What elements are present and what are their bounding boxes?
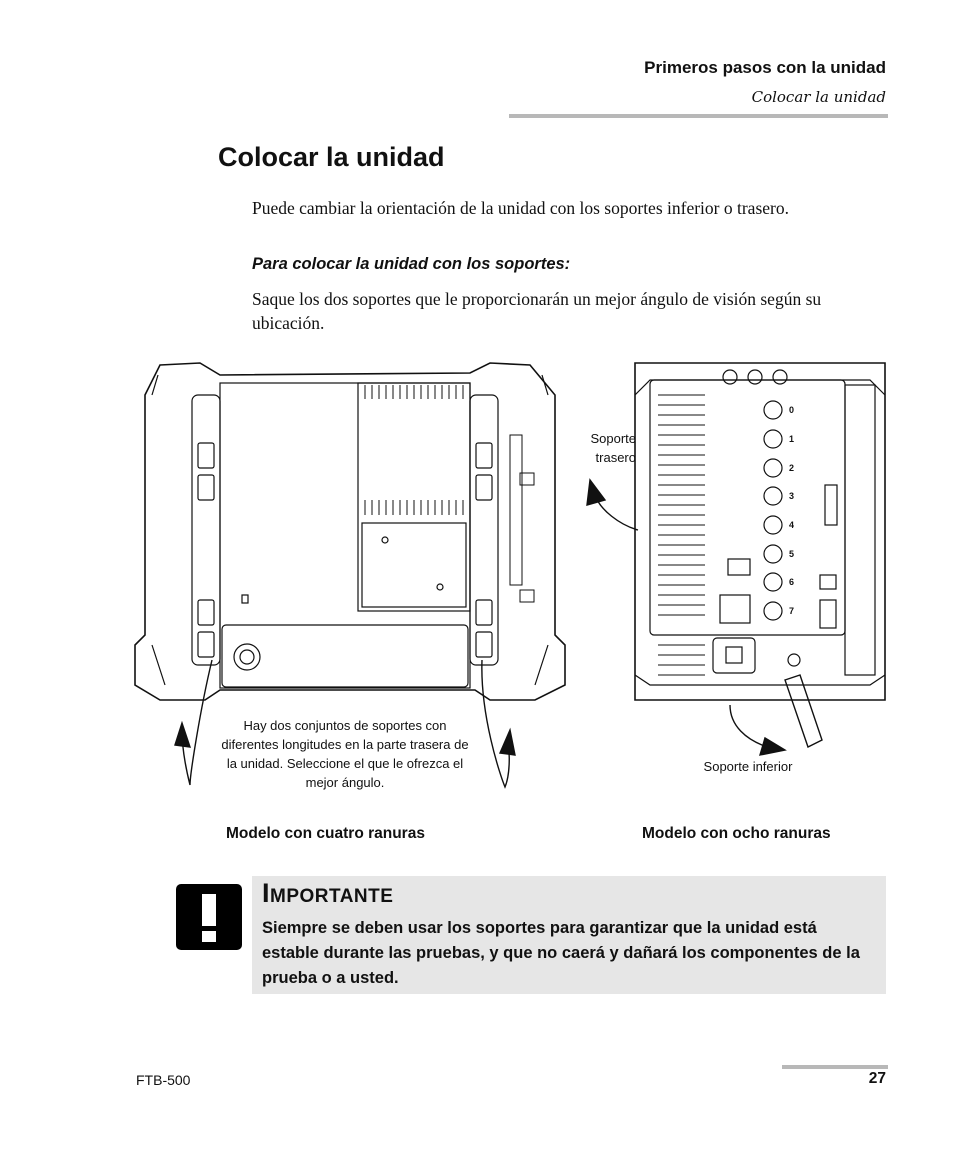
footer-rule (782, 1065, 888, 1069)
slot-number: 1 (789, 434, 795, 444)
important-title: Importante (262, 878, 394, 908)
exclamation-icon (176, 884, 242, 950)
slot-number: 5 (789, 549, 795, 559)
exclamation-glyph (176, 884, 242, 950)
slot-number: 4 (789, 520, 795, 530)
rear-support-label: Soporte trasero (590, 431, 636, 465)
slot-number: 2 (789, 463, 795, 473)
page-title: Colocar la unidad (218, 142, 445, 172)
four-slot-caption: Modelo con cuatro ranuras (226, 825, 425, 842)
slot-number: 6 (789, 577, 795, 587)
slot-number: 3 (789, 491, 795, 501)
eight-slot-unit-drawing (635, 363, 885, 747)
eight-slot-caption: Modelo con ocho ranuras (642, 825, 831, 842)
left-figure-note: Hay dos conjuntos de soportes con diferentes longitudes en la parte trasera de la unidad. Seleccione el que le ofrezca el mejor ángulo. (221, 718, 469, 790)
bottom-support-label: Soporte inferior (703, 759, 793, 774)
slot-number: 7 (789, 606, 795, 616)
important-text: Siempre se deben usar los soportes para garantizar que la unidad está estable durante las pruebas, y que no caerá y dañará los componentes de la prueba o a usted. (262, 919, 860, 987)
slot-number-labels (789, 405, 794, 616)
procedure-heading: Para colocar la unidad con los soportes: (252, 255, 571, 273)
four-slot-unit-drawing (135, 363, 565, 700)
slot-number: 0 (789, 405, 795, 415)
running-header-chapter: Primeros pasos con la unidad (644, 58, 886, 77)
page-number: 27 (868, 1070, 886, 1087)
footer-product: FTB-500 (136, 1072, 191, 1088)
right-support-arrows (587, 480, 785, 755)
figure-unit-supports (130, 355, 900, 825)
header-rule (509, 114, 888, 118)
step-paragraph: Saque los dos soportes que le proporcionarán un mejor ángulo de visión según su ubicación. (252, 289, 822, 333)
intro-paragraph: Puede cambiar la orientación de la unidad con los soportes inferior o trasero. (252, 198, 789, 218)
running-header-section: Colocar la unidad (751, 88, 886, 106)
